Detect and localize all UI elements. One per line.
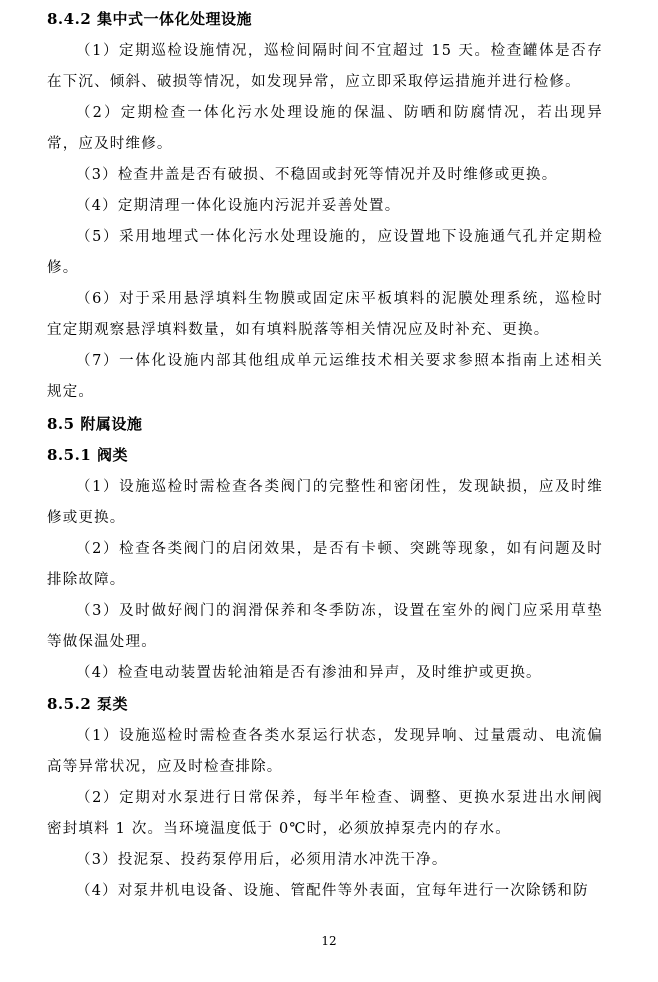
paragraph: （7）一体化设施内部其他组成单元运维技术相关要求参照本指南上述相关规定。 <box>47 353 603 400</box>
page-number: 12 <box>321 934 337 948</box>
paragraph: （3）投泥泵、投药泵停用后，必须用清水冲洗干净。 <box>76 852 448 868</box>
paragraph: （4）对泵井机电设备、设施、管配件等外表面，宜每年进行一次除锈和防 <box>76 883 589 899</box>
paragraph: （1）定期巡检设施情况，巡检间隔时间不宜超过 15 天。检查罐体是否存在下沉、倾斜、破损等情况，如发现异常，应立即采取停运措施并进行检修。 <box>47 43 603 90</box>
paragraph: （1）设施巡检时需检查各类阀门的完整性和密闭性，发现缺损，应及时维修或更换。 <box>47 479 603 526</box>
heading-8-5-2: 8.5.2 泵类 <box>47 695 128 713</box>
paragraph: （1）设施巡检时需检查各类水泵运行状态，发现异响、过量震动、电流偏高等异常状况，应及时检查排除。 <box>47 728 603 775</box>
heading-8-5: 8.5 附属设施 <box>47 415 143 433</box>
paragraph: （2）定期对水泵进行日常保养，每半年检查、调整、更换水泵进出水闸阀密封填料 1 次。当环境温度低于 0℃时，必须放掉泵壳内的存水。 <box>47 790 603 837</box>
paragraph: （5）采用地埋式一体化污水处理设施的，应设置地下设施通气孔并定期检修。 <box>47 229 603 276</box>
paragraph: （3）及时做好阀门的润滑保养和冬季防冻，设置在室外的阀门应采用草垫等做保温处理。 <box>47 603 603 650</box>
paragraph: （6）对于采用悬浮填料生物膜或固定床平板填料的泥膜处理系统，巡检时宜定期观察悬浮填料数量，如有填料脱落等相关情况应及时补充、更换。 <box>47 291 603 338</box>
paragraph: （4）定期清理一体化设施内污泥并妥善处置。 <box>76 198 401 214</box>
paragraph: （2）检查各类阀门的启闭效果，是否有卡顿、突跳等现象，如有问题及时排除故障。 <box>47 541 603 588</box>
paragraph: （3）检查井盖是否有破损、不稳固或封死等情况并及时维修或更换。 <box>76 167 558 183</box>
heading-8-5-1: 8.5.1 阀类 <box>47 446 128 464</box>
paragraph: （2）定期检查一体化污水处理设施的保温、防晒和防腐情况，若出现异常，应及时维修。 <box>47 105 603 152</box>
heading-8-4-2: 8.4.2 集中式一体化处理设施 <box>47 10 252 28</box>
paragraph: （4）检查电动装置齿轮油箱是否有渗油和异声，及时维护或更换。 <box>76 665 542 681</box>
